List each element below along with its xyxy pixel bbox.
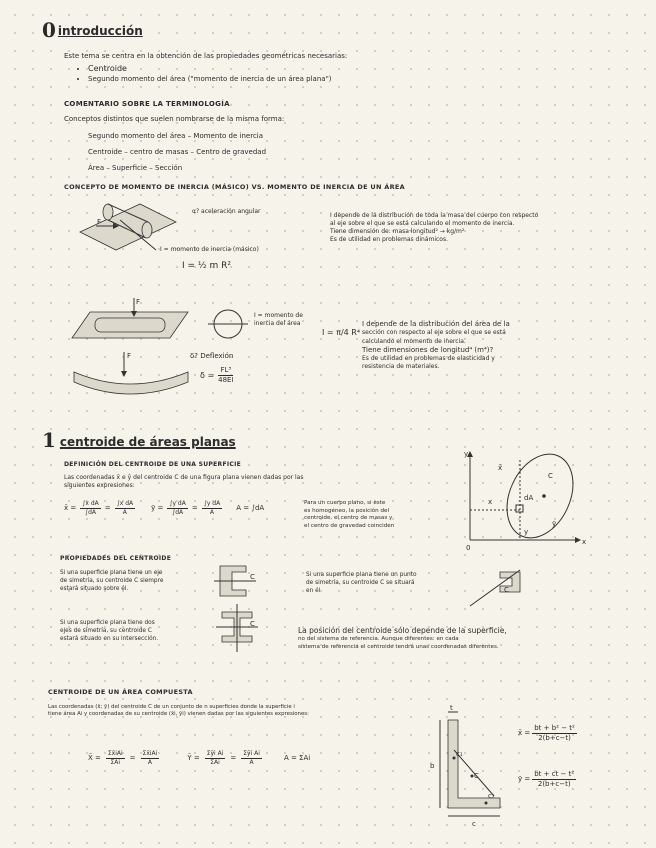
terminology-header: COMENTARIO SOBRE LA TERMINOLOGÍA bbox=[64, 100, 230, 108]
deflection-num: FL³ bbox=[218, 366, 233, 376]
lshape-t-label: t bbox=[450, 704, 453, 712]
intro-text: Este tema se centra en la obtención de las propiedades geométricas necesarias: bbox=[64, 52, 348, 60]
result-x-num: bt + b² − t² bbox=[532, 724, 577, 734]
term-line-1: Segundo momento del área – Momento de inercia bbox=[88, 132, 264, 140]
prop1-2: de simetría, su centroide C siempre bbox=[60, 577, 164, 584]
deflection-force-label: F bbox=[127, 352, 132, 360]
centroid-formulas: x̄ = $\frac{\text{∫x dA}}{\int dA}$ = $\frac{\text{∫x dA}}{A}$ ȳ = $\frac{\text{∫y dA}}{\int dA}$ = $\frac{\text{∫y dA}}{A}$ A = ∫dA bbox=[64, 500, 265, 517]
composite-formulas: X̄ = $\frac{\text{Σx̄iAi}}{\text{ΣAi}}$ = $\frac{\text{Σx̄iAi}}{A}$ Ȳ = $\frac{\text{Σȳi Ai}}{\text{ΣAi}}$ = $\frac{\text{Σȳi Ai}}{A}$ A = ΣAi bbox=[88, 750, 311, 767]
terminology-intro: Conceptos distintos que suelen nombrarse de la misma forma: bbox=[64, 115, 285, 123]
result-y-num: bt + ct − t² bbox=[532, 770, 576, 780]
mass-desc-3: Tiene dimensión de: masa·longitud² → kg/m² bbox=[330, 228, 465, 236]
fig-origin-label: 0 bbox=[466, 544, 471, 552]
ybar-num2: ∫y dA bbox=[202, 500, 223, 509]
def-text-2: siguientes expresiones: bbox=[64, 482, 135, 490]
note-4: el centro de gravedad coinciden bbox=[304, 522, 395, 529]
ybar-den2: A bbox=[209, 509, 215, 517]
prop4-3: sistema de referencia el centroide tendrá unas coordenadas diferentes. bbox=[298, 643, 499, 650]
area-inertia-formula: I = π/4 R⁴ bbox=[322, 328, 361, 337]
xbar-den2: A bbox=[122, 509, 127, 517]
section-0-number: 0 bbox=[42, 18, 56, 42]
area-desc-1: I depende de la distribución del área de la bbox=[362, 320, 510, 328]
prop2-1: Si una superficie plana tiene un punto bbox=[306, 572, 417, 578]
area-desc-6: resistencia de materiales. bbox=[362, 363, 440, 371]
prop3-2: ejes de simetría, su centroide C bbox=[60, 627, 152, 634]
lshape-centroid-label: C bbox=[474, 772, 479, 780]
lshape-ybar-result bbox=[518, 770, 578, 790]
centroid-def-header: DEFINICIÓN DEL CENTROIDE DE UNA SUPERFICIE bbox=[64, 461, 242, 468]
xbar-num1: ∫x dA bbox=[80, 500, 101, 509]
prop2-2: de simetría, su centroide C se situará bbox=[306, 579, 415, 586]
alpha-label: α? aceleración angular bbox=[192, 208, 261, 215]
fig-ys-label: y bbox=[524, 528, 529, 536]
lshape-b-label: b bbox=[430, 762, 435, 770]
deflection-lhs: δ = bbox=[200, 370, 215, 380]
fig-xbar-label: x̄ bbox=[498, 464, 503, 472]
area-inertia-def: I = momento de inercia del área bbox=[254, 312, 303, 328]
area-desc-3: calculando el momento de inercia. bbox=[362, 337, 466, 345]
ibeam-c-label: C bbox=[250, 620, 255, 628]
comp-x-d1: ΣAi bbox=[110, 759, 121, 767]
z-c-label: C bbox=[504, 586, 509, 594]
fig-x-label: x bbox=[582, 538, 587, 546]
mass-desc-4: Es de utilidad en problemas dinámicos. bbox=[330, 236, 448, 244]
result-x-den: 2(b+c−t) bbox=[538, 734, 571, 743]
note-3: centroide, el centro de masas y bbox=[304, 515, 393, 522]
comp-x-n1: Σx̄iAi bbox=[106, 750, 125, 759]
result-y-lhs: ȳ = bbox=[518, 775, 531, 784]
ybar-num1: ∫y dA bbox=[167, 500, 188, 509]
fig-da-label: dA bbox=[524, 494, 534, 502]
comp-y-d1: ΣAi bbox=[210, 759, 220, 767]
prop1-1: Si una superficie plana tiene un eje bbox=[60, 570, 163, 576]
mass-inertia-formula: I = ½ m R² bbox=[182, 261, 231, 271]
term-line-2: Centroide – centro de masas – Centro de gravedad bbox=[88, 148, 267, 156]
beam-force-label: F bbox=[136, 298, 141, 306]
composite-header: CENTROIDE DE UN ÁREA COMPUESTA bbox=[48, 688, 193, 696]
prop1-3: estará situado sobre él. bbox=[60, 585, 129, 592]
comp-y-d2: A bbox=[249, 759, 254, 767]
prop3-1: Si una superficie plana tiene dos bbox=[60, 620, 155, 626]
note-1: Para un cuerpo plano, si este bbox=[304, 500, 386, 506]
fig-xs-label: x bbox=[488, 498, 493, 506]
area-desc-2: sección con respecto al eje sobre el que se está bbox=[362, 329, 506, 337]
area-formula: A = ∫dA bbox=[236, 503, 265, 512]
result-x-lhs: x̄ = bbox=[518, 729, 531, 738]
section-0-title: introducción bbox=[57, 24, 143, 38]
mass-force-label: F bbox=[97, 218, 102, 226]
note-2: es homogéneo, la posición del bbox=[304, 507, 390, 514]
mass-desc-1: I depende de la distribución de toda la masa del cuerpo con respecto bbox=[330, 212, 539, 219]
channel-c-label: C bbox=[250, 573, 255, 581]
xbar-den1: ∫dA bbox=[84, 509, 96, 517]
ybar-lhs: ȳ = bbox=[151, 503, 164, 512]
comp-y-n1: Σȳi Ai bbox=[205, 750, 226, 759]
xbar-lhs: x̄ = bbox=[64, 503, 77, 512]
lshape-c-label: c bbox=[472, 820, 476, 828]
comp-area: A = ΣAi bbox=[283, 753, 311, 762]
lshape-c1-label: c₁ bbox=[456, 750, 463, 758]
comp-y-n2: Σȳi Ai bbox=[241, 750, 262, 759]
comp-y-lhs: Ȳ = bbox=[187, 753, 200, 762]
section-1-title: centroide de áreas planas bbox=[59, 435, 236, 449]
fig-c-label: C bbox=[548, 472, 553, 480]
deflection-den: 48EI bbox=[218, 376, 234, 385]
concept-header: CONCEPTO DE MOMENTO DE INERCIA (MÁSICO) VS. MOMENTO DE INERCIA DE UN ÁREA bbox=[64, 183, 405, 191]
fig-y-label: y bbox=[464, 450, 469, 458]
result-y-den: 2(b+c−t) bbox=[537, 780, 571, 789]
comp-x-lhs: X̄ = bbox=[88, 753, 101, 762]
props-header: PROPIEDADES DEL CENTROIDE bbox=[60, 555, 172, 562]
prop4-1: La posición del centroide sólo depende de la superficie, bbox=[298, 626, 507, 635]
bullet-segundo-momento: • Segundo momento del área ("momento de inercia de un área plana") bbox=[88, 75, 468, 84]
mass-inertia-def: I = momento de inercia (másico) bbox=[160, 246, 259, 253]
fig-ybar-label: ȳ bbox=[552, 520, 557, 528]
ybar-den1: ∫dA bbox=[172, 509, 184, 517]
bullet-centroide: • Centroide bbox=[88, 64, 468, 75]
deflection-question: δ? Deflexión bbox=[190, 352, 234, 360]
comp-text-2: tiene área Ai y coordenadas de su centroide (x̄i, ȳi) vienen dadas por las siguientes expresiones: bbox=[48, 711, 309, 718]
prop3-3: estará situado en su intersección. bbox=[60, 635, 159, 642]
area-desc-5: Es de utilidad en problemas de elasticidad y bbox=[362, 355, 495, 363]
lshape-c2-label: c₂ bbox=[488, 792, 495, 800]
prop2-3: en él bbox=[306, 587, 321, 594]
prop4-2: no del sistema de referencia. Aunque diferentes: en cada bbox=[298, 636, 459, 643]
term-line-3: Área – Superficie – Sección bbox=[88, 164, 183, 172]
area-desc-4: Tiene dimensiones de longitud⁴ (m⁴)? bbox=[362, 345, 494, 354]
mass-desc-2: al eje sobre el que se está calculando el momento de inercia. bbox=[330, 220, 515, 228]
section-1-number: 1 bbox=[42, 428, 56, 452]
comp-text-1: Las coordenadas (x̄; ȳ) del centroide C de un conjunto de n superficies donde la superficie i bbox=[48, 704, 295, 710]
comp-x-d2: A bbox=[147, 759, 152, 767]
xbar-num2: ∫x dA bbox=[115, 500, 136, 509]
comp-x-n2: Σx̄iAi bbox=[141, 750, 160, 759]
def-text-1: Las coordenadas x̄ e ȳ del centroide C de una figura plana vienen dadas por las bbox=[64, 474, 304, 481]
lshape-xbar-result bbox=[518, 724, 579, 744]
